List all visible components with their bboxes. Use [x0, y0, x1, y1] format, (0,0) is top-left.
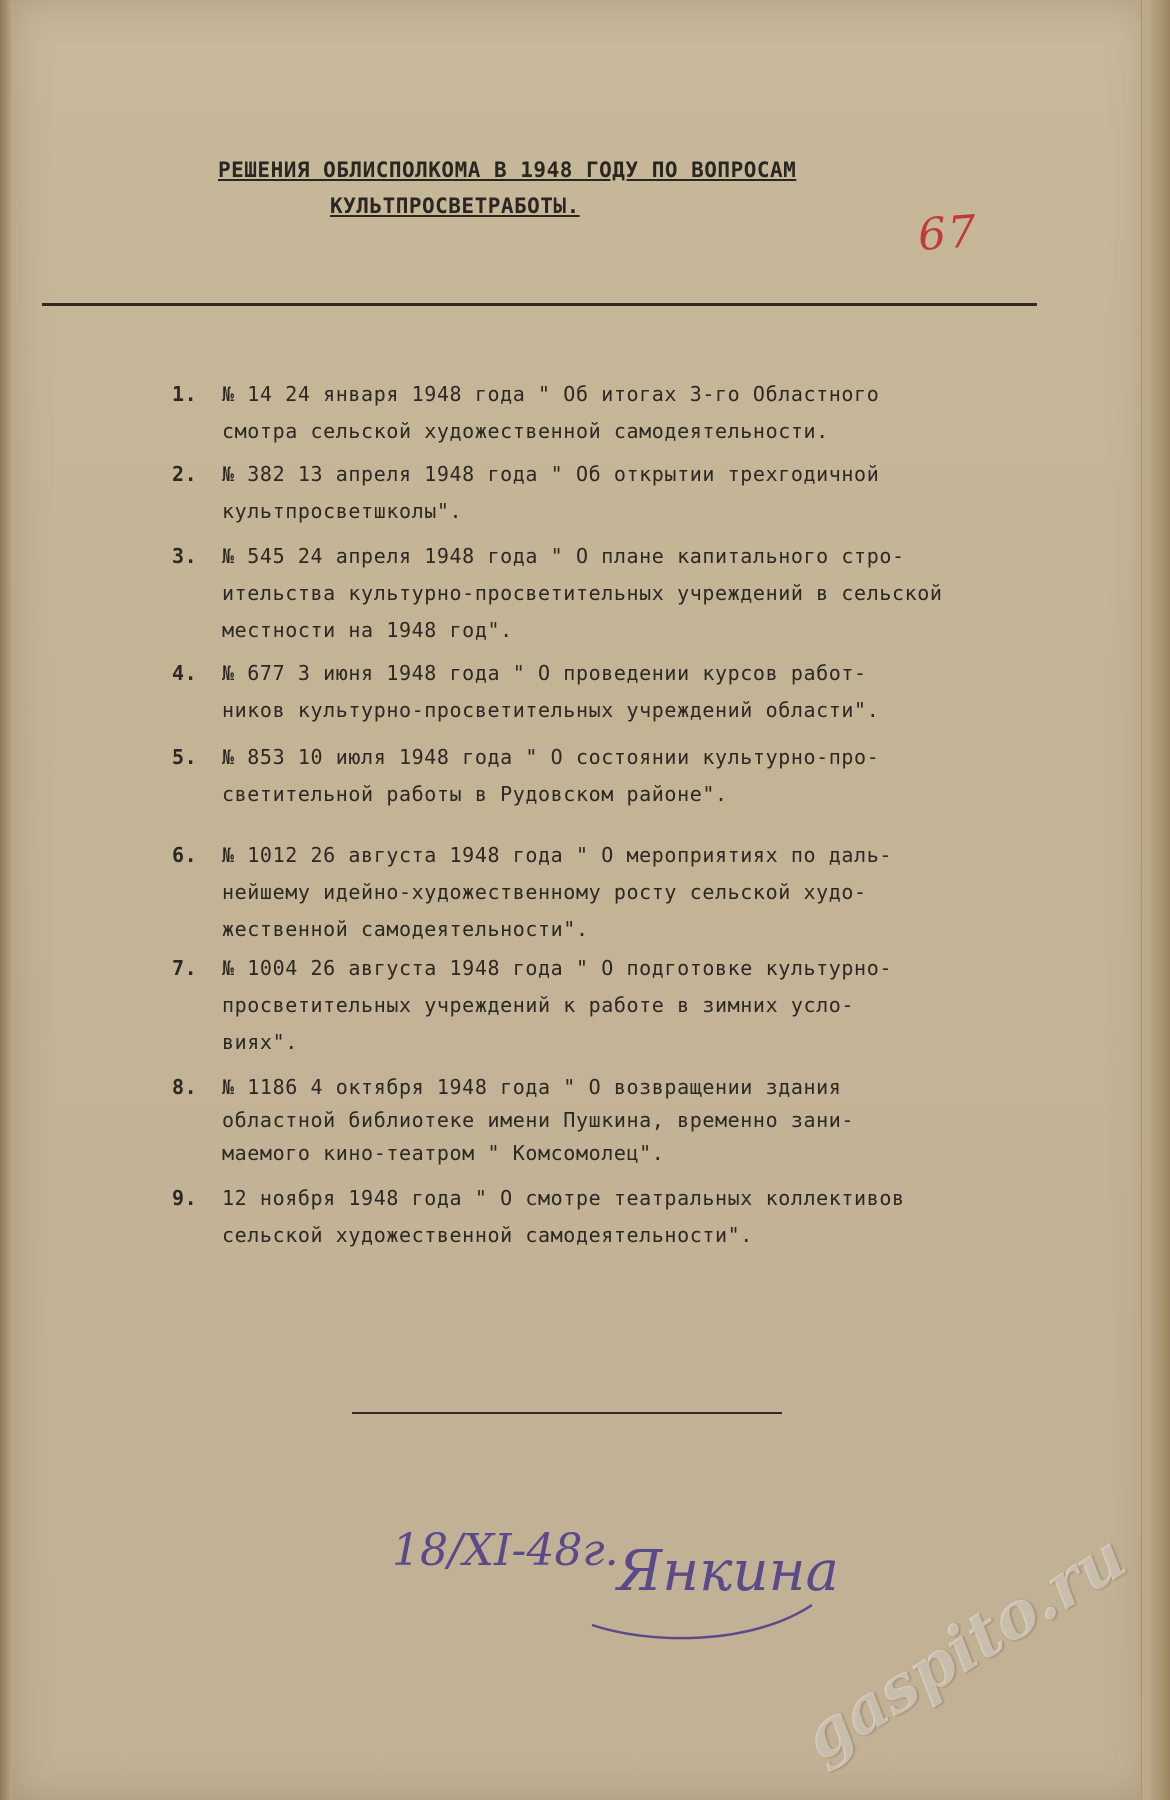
header-divider	[42, 303, 1037, 306]
list-item	[172, 837, 1112, 948]
list-item	[172, 950, 1112, 1061]
closing-divider	[352, 1412, 782, 1414]
item-text: № 1012 26 августа 1948 года " О мероприятиях по даль- нейшему идейно-художественному росту сельской худо- жественной самодеятельности".	[222, 843, 892, 941]
item-number: 7.	[172, 956, 198, 980]
item-number: 1.	[172, 382, 198, 406]
signature-date: 18/XI-48г.	[392, 1525, 619, 1576]
page-edge-left	[0, 0, 12, 1800]
list-item	[172, 1071, 1112, 1170]
title-line-1: РЕШЕНИЯ ОБЛИСПОЛКОМА В 1948 ГОДУ ПО ВОПРОСАМ	[218, 158, 797, 182]
item-text: № 545 24 апреля 1948 года " О плане капитального стро- ительства культурно-просветительных учреждений в сельской местности на 1948 год".	[222, 544, 943, 642]
item-number: 3.	[172, 544, 198, 568]
document-sheet	[12, 0, 1150, 1800]
item-text: № 14 24 января 1948 года " Об итогах 3-го Областного смотра сельской художественной самодеятельности.	[222, 382, 880, 443]
list-item	[172, 655, 1112, 729]
handwritten-signature	[392, 1495, 912, 1665]
list-item	[172, 376, 1112, 450]
page-edge-strip	[1141, 0, 1150, 1800]
item-number: 5.	[172, 745, 198, 769]
page-edge-right	[1150, 0, 1170, 1800]
item-number: 8.	[172, 1075, 198, 1099]
item-number: 6.	[172, 843, 198, 867]
list-item	[172, 538, 1112, 649]
decisions-list	[172, 376, 1112, 1254]
title-line-2: КУЛЬТПРОСВЕТРАБОТЫ.	[330, 194, 580, 218]
list-item	[172, 456, 1112, 530]
item-text: № 1004 26 августа 1948 года " О подготовке культурно- просветительных учреждений к работе в зимних усло- виях".	[222, 956, 892, 1054]
item-number: 4.	[172, 661, 198, 685]
item-number: 9.	[172, 1186, 198, 1210]
list-item	[172, 739, 1112, 813]
item-text: № 853 10 июля 1948 года " О состоянии культурно-про- светительной работы в Рудовском районе".	[222, 745, 880, 806]
list-item	[172, 1180, 1112, 1254]
item-text: 12 ноября 1948 года " О смотре театральных коллективов сельской художественной самодеятельности".	[222, 1186, 905, 1247]
item-number: 2.	[172, 462, 198, 486]
signature-flourish	[592, 1605, 812, 1638]
folio-number: 67	[916, 205, 980, 262]
signature-name: Янкина	[617, 1539, 839, 1604]
site-watermark: gaspito.ru	[789, 1518, 1140, 1777]
item-text: № 677 3 июня 1948 года " О проведении курсов работ- ников культурно-просветительных учреждений области".	[222, 661, 880, 722]
document-title	[218, 152, 938, 224]
item-text: № 1186 4 октября 1948 года " О возвращении здания областной библиотеке имени Пушкина, временно зани- маемого кино-театром " Комсомолец".	[222, 1075, 855, 1165]
item-text: № 382 13 апреля 1948 года " Об открытии трехгодичной культпросветшколы".	[222, 462, 880, 523]
